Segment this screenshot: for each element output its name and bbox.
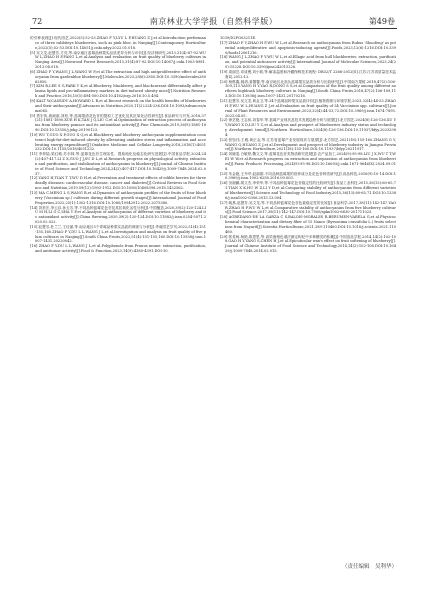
reference-entry: [19] 周丽芸,邓成俊,刘小莉,等.解冻温度和冷藏保鲜技术规程: DB32/T 2266-2012[S].江苏:江苏省质量技术监督局,2012:12. xyxy=(220,69,396,79)
reference-entry: [20] 杨维鑫,姚玥,姜馨馨,等.南京地区北高丛蓝莓果实品质分析与比较研究[J].中国南方果树,2018,47(2):106-109,113.YANG H Y,YAO R,DONG S S,et al.Comparison of the fruit quality among different northern highbush blueberry cultivars in Nanjing[J].South China Fruits,2018,47(2):106-109,113.DOI:10.13938/j.issn.1007-1431.20170216. xyxy=(220,79,396,99)
reference-entry: [26] 田谢鹏,胡文杰,李荣华,等.不同品种蓝莓花色苷稳定性的比较研究[J].食品工业科技,2015,36(13):60-65,71.TIAN X K,HU W Z,LI Y D,et al.Comparing stability of anthocyanins from different varieties of blueberries[J].Science and Technology of Food Industry,2015,36(13):60-65,71.DOI:10.13386/j.issn1002-0306.2015.13.004. xyxy=(220,181,396,200)
running-header xyxy=(30,16,397,29)
journal-title: 南京林业大学学报（自然科学版） xyxy=(149,17,278,26)
reference-entry: [18] WANG J L,ZHAO F Y,WU W L,et al.Ellagic acid from hull blackberries: extraction, purification, and potential anticancer activity[J].International Journal of Molecular Sciences,2023,24(20):15228.DOI:10.3390/ijms242015228. xyxy=(220,55,396,70)
volume-label: 第49卷 xyxy=(368,17,395,26)
reference-entry: 的引种表现[J].现代园艺,2022(5):52-53.ZHAO F Y,LYU L F,HUANG Z J,et al.Introduction performance of three rabbiteye blueberries, such as pink blue, in Nanjing[J].Contemporary Horticulture,2022(5):52-53.DOI:10.14051/j.cnki.xdyy.2022.01.018. xyxy=(30,36,206,50)
reference-entry: [6] ZHAO F Y,WANG J L,WANG W F,et al.The extraction and high antiproliferative effect of anthocyanin from gardenblue blueberry[J].Molecules,2023,28(6):2850.DOI:10.3390/molecules28062850. xyxy=(30,69,206,84)
reference-entry: [22] 徐艺艳,王志伟,刘春华,等.蓝莓产业现状及技术发展趋势分析与展望[J].北方园艺,2024(8):126-136.XU Y Y,WANG X D,LIU Y C,et al.Analysis and prospect of blueberries industry status and technology development trend[J].Northern Horticulture,2024(8):126-136.DOI:10.11937/bfyy.20232984. xyxy=(220,118,396,137)
page-number: 72 xyxy=(32,17,43,26)
responsible-editor: （责任编辑 吴利华） xyxy=(341,564,397,570)
reference-entry: [15] 赵慧芳,杜兰兰,王佳丽,等.南京地区5个青莓品种果实品质的调查与分析[J].华南园艺学刊,2022,51(4):151-155,160.ZHAO F Y,DU L L,WANG J L,et al.Investigation and analysis on fruit quality of five plum cultivars in Nanjing[J].South China Fruits,2022,51(4):151-155,160.DOI:10.13938/j.issn.1007-1431.20220042. xyxy=(30,224,206,244)
reference-entry: [17] ZHAO F Y,ZHAO H F,WU W L,et al.Research on anthocyanins from Rubus 'Shuofeng' as potential antiproliferative and apoptosis-inducing agents[J].Foods,2023,12(6):1216.DOI:10.3390/foods12061216. xyxy=(220,40,396,55)
reference-entry: [7] KIM B,LEE S G,PARK Y K,et al.Blueberry, blackberry, and blackcurrant differentially affect plasma lipids and pro-inflammatory markers in diet-induced obesity mice[J].Nutrition Research and Practice,2016,10(5):494-500.DOI:10.4162/nrp.2016.10.5.494. xyxy=(30,84,206,99)
reference-entry: [23] 张钰伟,王雅,黄正金,等.江苏省蓝莓产业发展现状与展望[J].北方园艺,2021(18):155-160.ZHANG G Y,WANG Q,HUANG Z J,et al.Development and prospect of blueberry industry in Jiangsu Province[J].Northern Horticulture,2021(18):155-160.DOI:10.11937/bfyy.20211917. xyxy=(220,137,396,152)
reference-entry: [29] 郭希杨,杨艳,陈思思,等.高效液相色谱法测定枸杞中多种糖类的积累[J].中国食品学报,2014,14(2):102-108.GAO H Y,YANG S,CHEN H J,et al.Epicuticular wax's effect on fruit softening of blueberry[J].Journal of Chinese Institute of Food Science and Technology,2014,14(2):102-108.DOI:10.16429/j.1009-7848.2014.02.015. xyxy=(220,234,396,254)
reference-entry: [21] 赵慧芳,吴文龙,黄金卫,等.34个蓝莓品种果实品质评价[J].植物资源与环境学报,2023,32(4):44-53.ZHAO H F,WU W L,HUANG Z J,et al.Evaluation on fruit quality of 34 Vaccinium spp. cultivars[J].Journal of Plant Resources and Environment,2023,32(4):44-53,72.DOI:10.3969/j.issn.1674-7895.2023.04.05. xyxy=(220,98,396,118)
reference-entry: [8] KALT W,CASSIDY A,HOWARD L R,et al.Recent research on the health benefits of blueberries and their anthocyanins[J].Advances in Nutrition,2020,11(2):224-236.DOI:10.1093/advances/nmz065. xyxy=(30,98,206,113)
reference-entry: [5] 吴文龙,赵慧芳,方亮,等.南京地区蓝莓品种果实品质差异分析与评价[J].经济林研究,2013,31(4):87-92.WU W L,ZHAO H F,FANG L,et al.Analysis and evaluation on fruit quality of blueberry cultivars in Nanjing Area[J].Nonwood Forest Research,2013,31(4):87-92.DOI:10.14067/j.cnki.1003-8981.2013.04.018. xyxy=(30,50,206,70)
reference-entry: [27] 姚燕,赵慧芳,吴文龙,等.不同品种蓝莓花色苷色素稳定性的比较[J].食品科学,2017,38(11):142-147.YAO R,ZHAO H F,WU W L,et al.Comparative stability of anthocyanins from five blueberry cultivars[J].Food Science,2017,38(11):142-147.DOI:10.7506/spkx1002-6630-201711023. xyxy=(220,200,396,215)
reference-entry: [25] 朱金艳,王丹华,赵淑娟.不同品种蓝莓果的营养成分及花色苷种类研究[J].食品科技,2016(9):10-14.DOI:10.3969/j.issn.1002-6258.2016.09.003. xyxy=(220,171,396,181)
reference-entry: [28] AGREDANO-DE LA GARZA C S,BALOIS-MORALES R,BERUMEN-VARELA G,et al.Physicochemical characterization and dietary fiber of 15 Nance (Byrsonima crassifolia L.) fruits selections from Nayarit[J].Scientia Horticulturae,2021,289:110460.DOI:10.1016/j.scienta.2021.110460. xyxy=(220,215,396,234)
reference-entry: [11] 李梓陆,梁红敏,苏东林,等.蓝莓花色苷生理活性、提取纯化及稳态化研究进展[J].中国食品学报,2024,24(2):407-417.LI Z X,GUO J J,SU D L,et al.Research progress on physiological activity, extraction and purification, and stabilization of anthocyanins in blueberry[J].Journal of Chinese Institute of Food Science and Technology,2024,24(2):407-417.DOI:10.16429/j.1009-7848.2024.02.037. xyxy=(30,152,206,176)
reference-entry: [24] 刘晓雯,白敏婷,魏文文,等.蓝莓花色苷类物质研究进展[J].农产品加工,2024(9):95-98.LIU J X,WU T T,WEI W W,et al.Research progress on extraction and separation of anthocyanins from blueberries[J].Farm Products Processing,2024(9):95-98.DOI:10.16693/j.cnki.1671-9646(X).2024.09.018. xyxy=(220,152,396,171)
references-right-column xyxy=(220,36,396,558)
reference-entry: [13] MA C,MENG L S,WANG B,et al.Dynamics of anthocyanin profiles of the fruits of four blueberry (Vaccinium sp.) cultivars during different growth stages[J].International Journal of Food Properties,2022,25(1):1302-1316.DOI:10.1080/10942912.2022.2075380. xyxy=(30,191,206,205)
reference-entry: 1039/D2FO03211E. xyxy=(220,36,257,40)
reference-entry: [10] WU T,GUO X F,GUO X Q,et al.Blackberry and blueberry anthocyanin supplementation counteract high-fat-diet-induced obesity by alleviating oxidative stress and inflammation and accelerating energy expenditure[J].Oxidative Medicine and Cellular Longevity,2018,2018(1):4051232.DOI:10.1155/2018/4051232. xyxy=(30,132,206,152)
reference-entry: [14] 刘美宏,李云存,孙玉芳,等.不同品种蓝莓花色苷及其抗氧化活性分析[J].中国酿造,2020,39(2):120-124.LIU M H,LI G C,SHA Y F,et al.Analysis of anthocyanins of different varieties of blueberry and its antioxidant activity[J].China Brewing,2020,39(2):120-124.DOI:10.11882/j.issn.0254-5071.2020.02.022. xyxy=(30,205,206,225)
reference-entry: [9] 蔡宏伟,唐淑丽,刘松,等.蓝莓果渣花色苷的提取工艺优化及其抗氧化活性研究[J].食品研究与开发,2016,37(21):1881-1890.XUE H K,TAN J Q,LIU C,et al.Optimization of extraction process of anthocyanins from blueberry pomace and its antioxidant activity[J].Fine Chemicals,2019,36(9):1881-1890.DOI:10.13550/j.jxhg.20190123. xyxy=(30,113,206,133)
reference-entry: [12] YANG H,TIAN T T,WU D H,et al.Prevention and treatment effects of edible berries for three deadly diseases: cardiovascular disease, cancer and diabetes[J].Critical Reviews in Food Science and Nutrition,2019,59(12):1903-1912.DOI:10.1080/10408398.2018.1432562. xyxy=(30,176,206,191)
reference-entry: [16] ZHAO F Y,DU L L,WANG J L,et al.Polyphenols from Prunus mume: extraction, purification, and antitumor activity[J].Food & Function,2023,14(9):4380-4391.DOI:10. xyxy=(30,244,206,254)
references-left-column xyxy=(30,36,206,554)
